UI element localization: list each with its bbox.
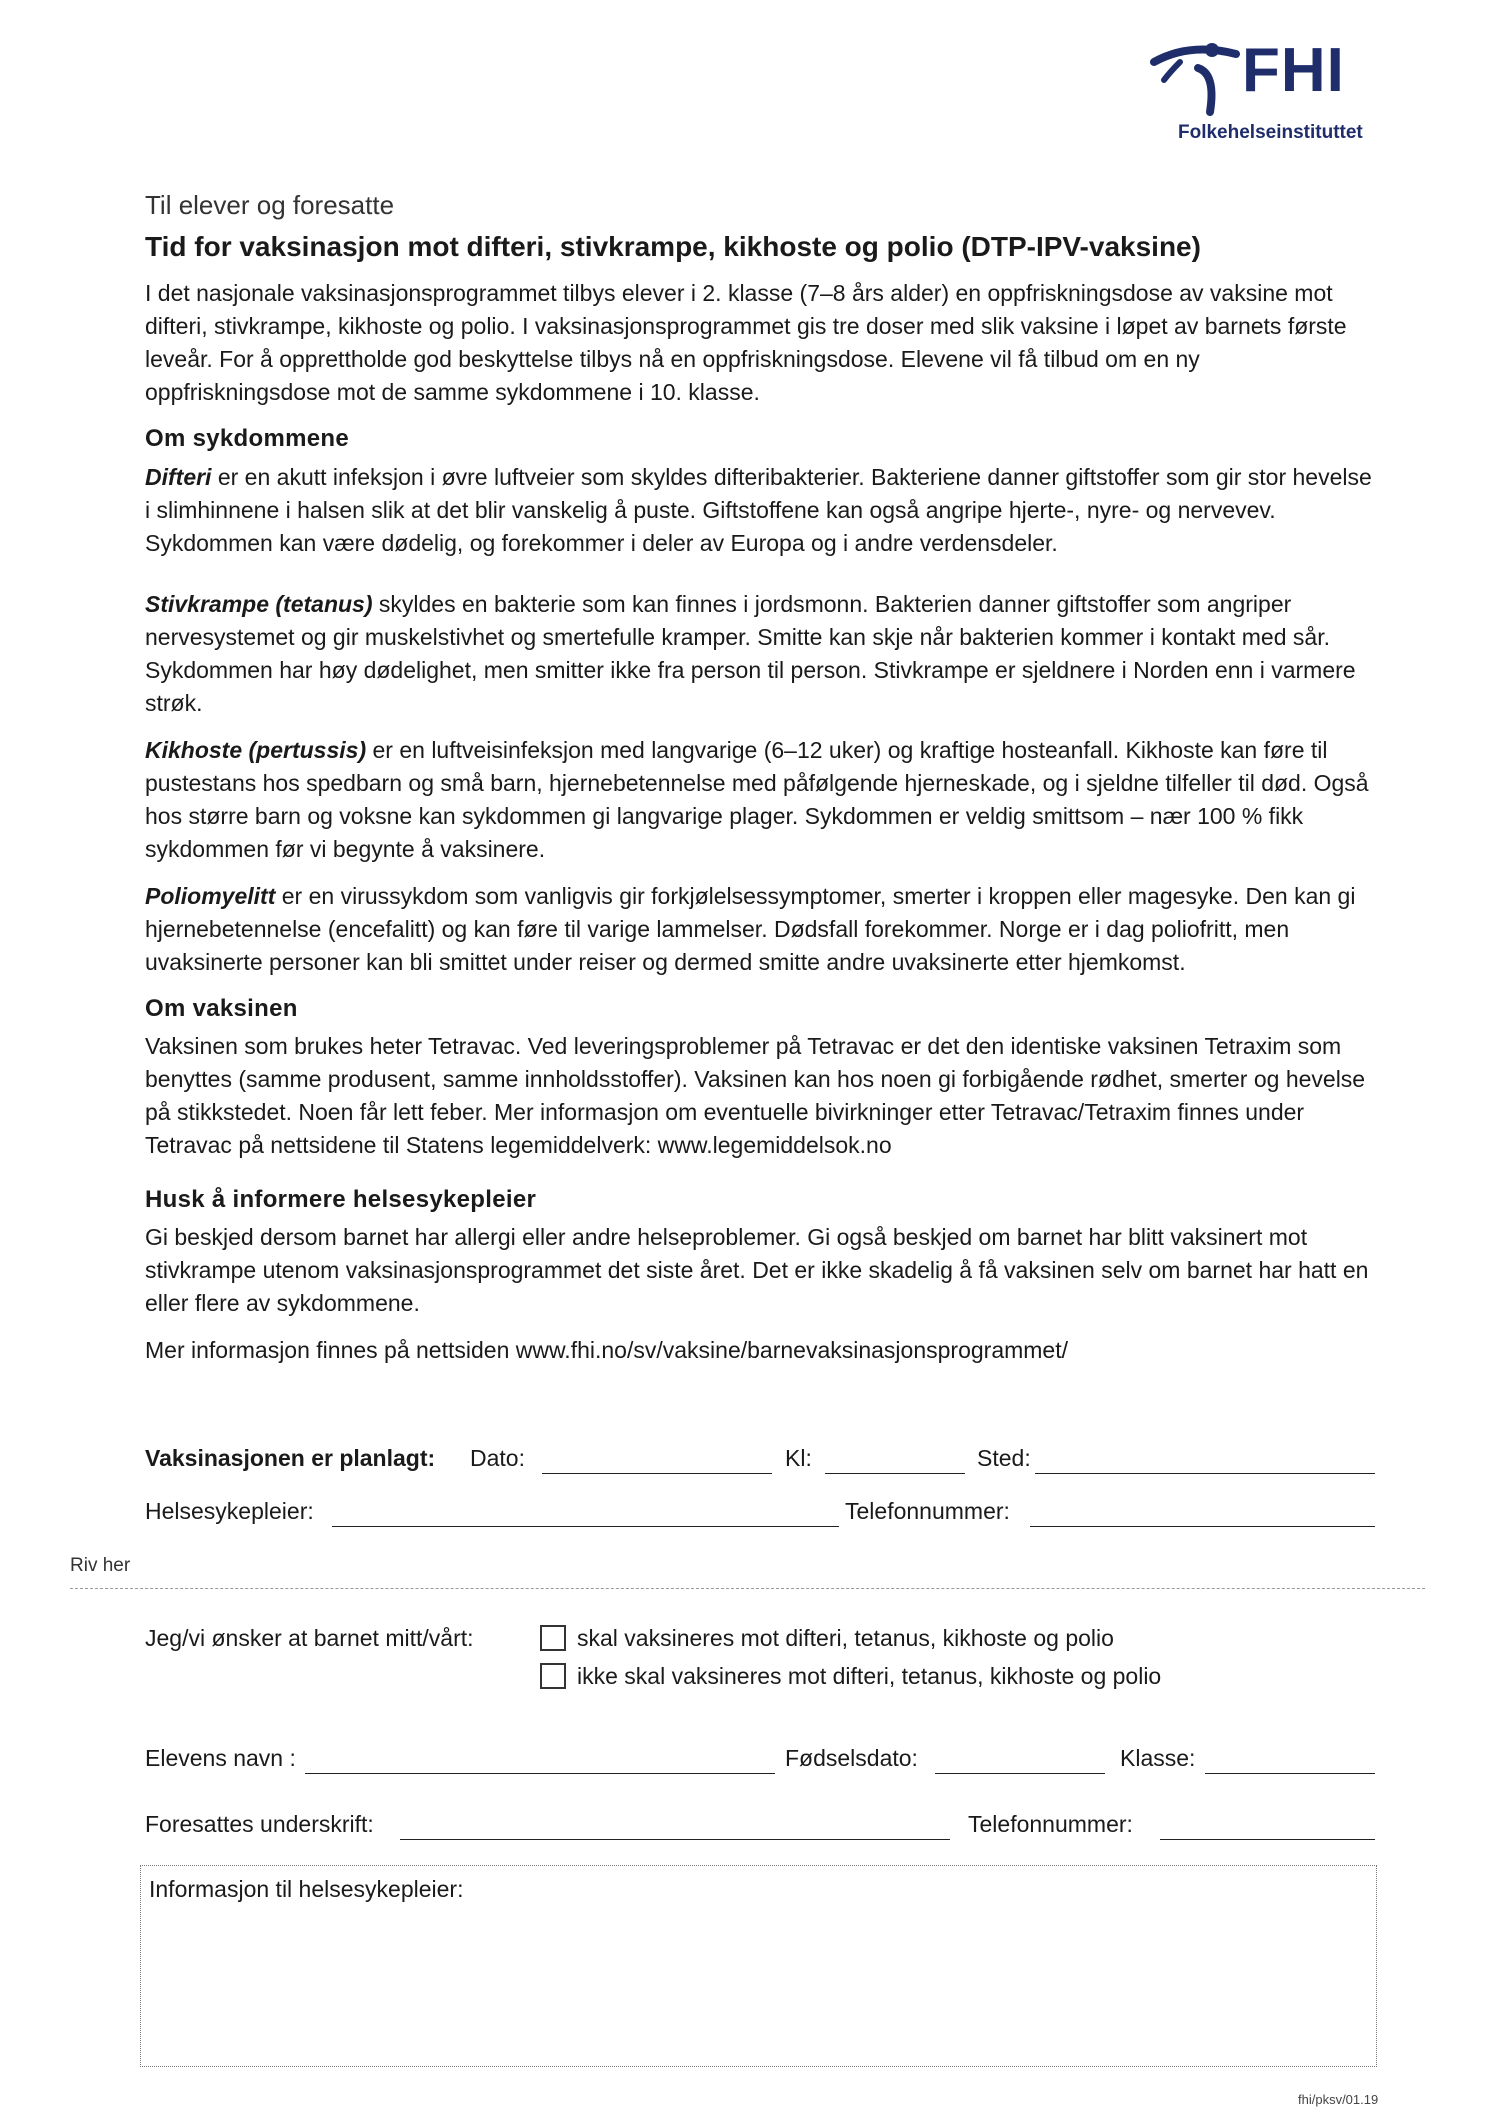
form-code: fhi/pksv/01.19 — [1298, 2092, 1379, 2107]
reminder-paragraph: Gi beskjed dersom barnet har allergi eller andre helseproblemer. Gi også beskjed om barnet har blitt vaksinert mot stivkrampe utenom vaksinasjonsprogrammet det siste året. Det er ikke skadelig å få vaksinen selv om barnet har hatt en eller flere av sykdommene. — [145, 1223, 1369, 1316]
nurse-row — [145, 1498, 1375, 1532]
guardian-phone-label: Telefonnummer: — [968, 1811, 1133, 1837]
disease-text: er en akutt infeksjon i øvre luftveier som skyldes difteribakterier. Bakteriene danner giftstoffer som gir stor hevelse i slimhinnene i halsen slik at det blir vanskelig å puste. Giftstoffene kan også angripe hjerte-, nyre- og nervevev. Sykdommen kan være dødelig, og forekommer i deler av Europa og i andre verdensdeler. — [145, 463, 1372, 556]
nurse-field[interactable] — [332, 1526, 839, 1527]
consent-label: Jeg/vi ønsker at barnet mitt/vårt: — [145, 1625, 474, 1651]
letter-body — [145, 190, 1380, 1381]
nurse-label: Helsesykepleier: — [145, 1498, 314, 1524]
fhi-logo — [1150, 38, 1390, 148]
fhi-person-logo-icon — [1150, 38, 1240, 118]
disease-difteri — [145, 461, 1380, 560]
logo-name: FHI — [1242, 36, 1345, 105]
tear-line-divider — [70, 1588, 1425, 1589]
nurse-info-box[interactable] — [140, 1865, 1377, 2067]
disease-term: Stivkrampe (tetanus) — [145, 590, 373, 617]
disease-kikhoste — [145, 734, 1380, 866]
time-label: Kl: — [785, 1445, 812, 1471]
tear-here-label: Riv her — [70, 1555, 131, 1576]
place-field[interactable] — [1035, 1473, 1375, 1474]
more-info-link-text: Mer informasjon finnes på nettsiden www.fhi.no/sv/vaksine/barnevaksinasjonsprogrammet/ — [145, 1336, 1068, 1363]
vaccine-heading: Om vaksinen — [145, 994, 298, 1022]
student-name-label: Elevens navn : — [145, 1745, 296, 1771]
planned-row — [145, 1445, 1375, 1479]
intro-paragraph: I det nasjonale vaksinasjonsprogrammet tilbys elever i 2. klasse (7–8 års alder) en oppfriskningsdose av vaksine mot difteri, stivkrampe, kikhoste og polio. I vaksinasjonsprogrammet gis tre doser med slik vaksine i løpet av barnets første leveår. For å opprettholde god beskyttelse tilbys nå en oppfriskningsdose. Elevene vil få tilbud om en ny oppfriskningsdose mot de samme sykdommene i 10. klasse. — [145, 280, 1347, 406]
guardian-signature-label: Foresattes underskrift: — [145, 1811, 374, 1837]
planned-label: Vaksinasjonen er planlagt: — [145, 1445, 436, 1471]
disease-stivkrampe — [145, 588, 1380, 720]
disease-term: Difteri — [145, 463, 212, 490]
dob-label: Fødselsdato: — [785, 1745, 918, 1771]
disease-polio — [145, 880, 1380, 979]
vaccine-paragraph: Vaksinen som brukes heter Tetravac. Ved leveringsproblemer på Tetravac er det den identiske vaksinen Tetraxim som benyttes (samme produsent, samme innholdsstoffer). Vaksinen kan hos noen gi forbigående rødhet, smerter og hevelse på stikkstedet. Noen får lett feber. Mer informasjon om eventuelle bivirkninger etter Tetravac/Tetraxim finnes under Tetravac på nettsidene til Statens legemiddelverk: www.legemiddelsok.no — [145, 1032, 1366, 1158]
page-title: Tid for vaksinasjon mot difteri, stivkrampe, kikhoste og polio (DTP-IPV-vaksine) — [145, 231, 1201, 262]
disease-text: skyldes en bakterie som kan finnes i jordsmonn. Bakterien danner giftstoffer som angriper nervesystemet og gir muskelstivhet og smertefulle kramper. Smitte kan skje når bakterien kommer i kontakt med sår. Sykdommen har høy dødelighet, men smitter ikke fra person til person. Stivkrampe er sjeldnere i Norden enn i varmere strøk. — [145, 590, 1356, 716]
time-field[interactable] — [825, 1473, 965, 1474]
consent-no-label: ikke skal vaksineres mot difteri, tetanus, kikhoste og polio — [577, 1663, 1162, 1689]
date-field[interactable] — [542, 1473, 772, 1474]
guardian-row — [145, 1811, 1375, 1845]
audience-line: Til elever og foresatte — [145, 190, 395, 220]
place-label: Sted: — [977, 1445, 1031, 1471]
logo-subtitle: Folkehelseinstituttet — [1178, 122, 1363, 143]
guardian-phone-field[interactable] — [1160, 1839, 1375, 1840]
consent-no-checkbox[interactable] — [540, 1663, 566, 1689]
class-field[interactable] — [1205, 1773, 1375, 1774]
consent-yes-label: skal vaksineres mot difteri, tetanus, kikhoste og polio — [577, 1625, 1114, 1651]
diseases-heading: Om sykdommene — [145, 425, 349, 453]
consent-yes-checkbox[interactable] — [540, 1625, 566, 1651]
nurse-phone-field[interactable] — [1030, 1526, 1375, 1527]
class-label: Klasse: — [1120, 1745, 1196, 1771]
guardian-signature-field[interactable] — [400, 1839, 950, 1840]
disease-term: Poliomyelitt — [145, 882, 276, 909]
student-row — [145, 1745, 1375, 1779]
student-name-field[interactable] — [305, 1773, 775, 1774]
nurse-phone-label: Telefonnummer: — [845, 1498, 1010, 1524]
date-label: Dato: — [470, 1445, 525, 1471]
disease-term: Kikhoste (pertussis) — [145, 736, 367, 763]
disease-text: er en luftveisinfeksjon med langvarige (6–12 uker) og kraftige hosteanfall. Kikhoste kan føre til pustestans hos spedbarn og små barn, hjernebetennelse med påfølgende hjerneskade, og i sjeldne tilfeller til død. Også hos større barn og voksne kan sykdommen gi langvarige plager. Sykdommen er veldig smittsom – nær 100 % fikk sykdommen før vi begynte å vaksinere. — [145, 736, 1369, 862]
dob-field[interactable] — [935, 1773, 1105, 1774]
reminder-heading: Husk å informere helsesykepleier — [145, 1185, 537, 1213]
nurse-info-label: Informasjon til helsesykepleier: — [149, 1876, 464, 1902]
disease-text: er en virussykdom som vanligvis gir forkjølelsessymptomer, smerter i kroppen eller magesyke. Den kan gi hjernebetennelse (encefalitt) og kan føre til varige lammelser. Dødsfall forekommer. Norge er i dag poliofritt, men uvaksinerte personer kan bli smittet under reiser og dermed smitte andre uvaksinerte etter hjemkomst. — [145, 882, 1356, 975]
